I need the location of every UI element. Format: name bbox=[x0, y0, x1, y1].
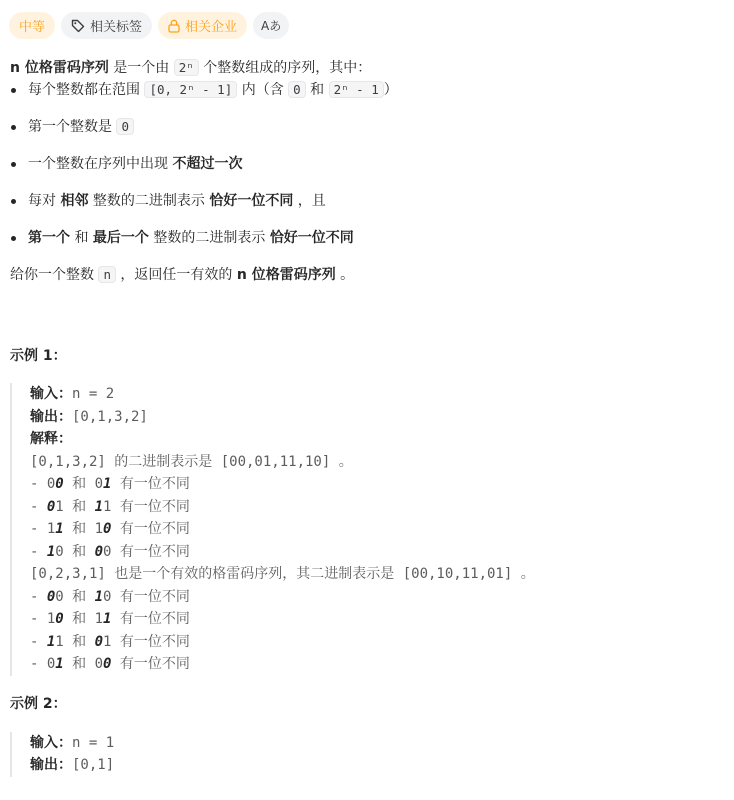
list-item bbox=[10, 154, 730, 174]
output-value: [0,1] bbox=[72, 757, 115, 773]
output-label: 输出： bbox=[30, 408, 72, 425]
diff-text: 有一位不同 bbox=[111, 656, 190, 672]
example-line: - 00 和 01 有一位不同 bbox=[30, 476, 190, 492]
text: 每个整数都在范围 bbox=[28, 82, 145, 98]
input-label: 输入： bbox=[30, 734, 72, 751]
intro-text: 是一个由 bbox=[108, 60, 174, 76]
example1-block bbox=[10, 383, 730, 676]
text: ） bbox=[383, 82, 398, 98]
code: n bbox=[98, 266, 116, 283]
example-line bbox=[30, 732, 730, 755]
example-line: - 11 和 01 有一位不同 bbox=[30, 633, 190, 650]
input-value: n = 1 bbox=[72, 734, 115, 751]
related-companies-label: 相关企业 bbox=[185, 20, 238, 35]
example1-title: 示例 1： bbox=[10, 348, 67, 364]
and-text: 和 bbox=[63, 633, 95, 650]
related-tags-label: 相关标签 bbox=[90, 20, 143, 35]
example-line: [0,1,3,2] 的二进制表示是 [00,01,11,10] 。 bbox=[30, 453, 353, 470]
text: 。 bbox=[335, 267, 355, 283]
and-text: 和 bbox=[63, 543, 95, 560]
dash: - bbox=[30, 476, 47, 492]
example-line: - 10 和 00 有一位不同 bbox=[30, 543, 190, 560]
diff-text: 有一位不同 bbox=[111, 588, 190, 605]
dash: - bbox=[30, 521, 47, 537]
list-item bbox=[10, 191, 730, 211]
text: 整数的二进制表示 bbox=[88, 193, 210, 209]
diff-text: 有一位不同 bbox=[111, 476, 190, 492]
bold-text: 不超过一次 bbox=[172, 156, 243, 172]
tag-bar bbox=[9, 12, 289, 39]
and-text: 和 bbox=[63, 521, 95, 537]
list-item bbox=[10, 117, 730, 137]
diff-text: 有一位不同 bbox=[111, 543, 190, 560]
text: 内（含 bbox=[237, 82, 289, 98]
related-tags-button[interactable] bbox=[61, 12, 152, 39]
example-line: - 01 和 11 有一位不同 bbox=[30, 498, 190, 515]
list-item bbox=[10, 228, 730, 248]
code: 2ⁿ - 1 bbox=[329, 81, 384, 98]
bold-text: 恰好一位不同 bbox=[269, 230, 354, 246]
diff-text: 有一位不同 bbox=[111, 633, 190, 650]
task-paragraph bbox=[10, 265, 730, 285]
intro-text: 个整数组成的序列，其中： bbox=[198, 60, 372, 76]
text: ，返回任一有效的 bbox=[115, 267, 237, 283]
diff-text: 有一位不同 bbox=[111, 521, 190, 537]
example-line bbox=[30, 754, 730, 777]
text: 和 bbox=[305, 82, 329, 98]
code: 0 bbox=[288, 81, 306, 98]
bold-text: 第一个 bbox=[28, 230, 70, 246]
constraints-list bbox=[10, 80, 730, 248]
input-value: n = 2 bbox=[72, 386, 115, 402]
intro-code: 2ⁿ bbox=[174, 59, 199, 76]
example-line bbox=[30, 383, 730, 406]
explain-label: 解释： bbox=[30, 431, 72, 447]
and-text: 和 bbox=[63, 476, 95, 492]
dash: - bbox=[30, 633, 47, 650]
text: 给你一个整数 bbox=[10, 267, 99, 283]
input-label: 输入： bbox=[30, 386, 72, 402]
text: 第一个整数是 bbox=[28, 119, 117, 135]
list-item bbox=[10, 80, 730, 100]
text: 一个整数在序列中出现 bbox=[28, 156, 173, 172]
example-line: - 11 和 10 有一位不同 bbox=[30, 521, 190, 537]
example2-block bbox=[10, 732, 730, 777]
example-line bbox=[30, 406, 730, 429]
text: 每对 bbox=[28, 193, 61, 209]
translate-icon: Aあ bbox=[261, 19, 282, 33]
code: 0 bbox=[116, 118, 134, 135]
example-line: - 00 和 10 有一位不同 bbox=[30, 588, 190, 605]
difficulty-badge bbox=[9, 12, 55, 39]
text: 和 bbox=[70, 230, 93, 246]
and-text: 和 bbox=[63, 656, 95, 672]
output-label: 输出： bbox=[30, 757, 72, 773]
example-line: [0,2,3,1] 也是一个有效的格雷码序列，其二进制表示是 [00,10,11,01] 。 bbox=[30, 566, 535, 582]
lock-icon bbox=[168, 19, 180, 33]
bold-text: 恰好一位不同 bbox=[209, 193, 294, 209]
dash: - bbox=[30, 656, 47, 672]
related-companies-button[interactable] bbox=[158, 12, 247, 39]
translate-button[interactable] bbox=[253, 12, 289, 39]
problem-description bbox=[10, 58, 730, 777]
text: ，且 bbox=[293, 193, 326, 209]
diff-text: 有一位不同 bbox=[111, 498, 190, 515]
tag-icon bbox=[71, 19, 85, 33]
dash: - bbox=[30, 611, 47, 627]
intro-bold: n 位格雷码序列 bbox=[10, 60, 109, 76]
dash: - bbox=[30, 588, 47, 605]
bold-text: 最后一个 bbox=[92, 230, 149, 246]
dash: - bbox=[30, 498, 47, 515]
text: 整数的二进制表示 bbox=[148, 230, 270, 246]
example2-title: 示例 2： bbox=[10, 695, 67, 712]
dash: - bbox=[30, 543, 47, 560]
example-line: - 10 和 11 有一位不同 bbox=[30, 611, 190, 627]
diff-text: 有一位不同 bbox=[111, 611, 190, 627]
and-text: 和 bbox=[63, 588, 95, 605]
intro-paragraph bbox=[10, 58, 730, 78]
bold-text: n 位格雷码序列 bbox=[236, 267, 336, 283]
and-text: 和 bbox=[63, 611, 95, 627]
example-line: - 01 和 00 有一位不同 bbox=[30, 656, 190, 672]
bold-text: 相邻 bbox=[60, 193, 89, 209]
output-value: [0,1,3,2] bbox=[72, 408, 148, 425]
difficulty-label: 中等 bbox=[19, 20, 46, 35]
example-line bbox=[30, 428, 730, 451]
code: [0, 2ⁿ - 1] bbox=[144, 81, 237, 98]
and-text: 和 bbox=[63, 498, 95, 515]
